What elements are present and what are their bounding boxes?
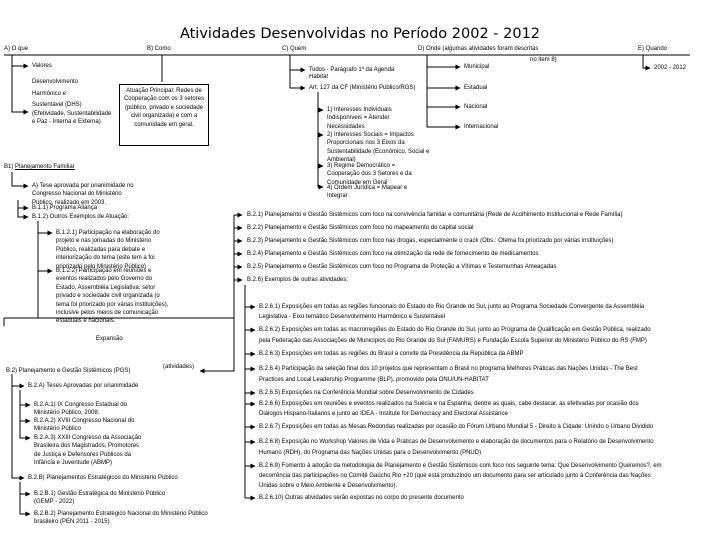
b1-a: A) Tese aprovada por unanimidade no Congresso Nacional do Ministério Público, realizado em 2003. <box>32 183 134 206</box>
b2-2: B.2.2) Planejamento e Gestão Sistêmicos com foco no mapeamento do capital social <box>247 225 474 231</box>
heading-b: B) Como <box>147 46 171 52</box>
b1-title: Planejamento Familiar <box>15 164 75 170</box>
c-interesse-3: 3) Regime Democrático = Cooperação dos 3 Setores e da Comunidade em Geral <box>327 163 412 186</box>
a-dev-2: Harmônico e <box>32 91 67 97</box>
b26-9a: B.2.6.9) Fomento à adoção da metodologia de Planejamento e Gestão Sistêmicos com foco nos seguinte tema: Que Desenvolvimento Queremos?, em <box>259 463 662 469</box>
b1-2: B.1.2) Outros Exemplos de Atuação: <box>32 214 130 220</box>
b2-1: B.2.1) Planejamento e Gestão Sistêmicos com foco na convivência familiar e comunitária (Rede de Acolhimento Institucional e Rede Família) <box>247 212 623 218</box>
heading-d-note: no item 8) <box>530 57 557 63</box>
heading-d: D) Onde (algumas atividades foram descritas <box>418 46 539 52</box>
b1-heading <box>4 163 75 171</box>
c-todos: Todos - Parágrafo 1º da Agenda <box>309 67 395 73</box>
b26-3: B.2.6.3) Exposições em todas as regiões do Brasil a convite da Presidência da República da ABMP <box>259 351 524 357</box>
page-title: Atividades Desenvolvidas no Período 2002 - 2012 <box>179 26 541 42</box>
b26-8a: B.2.6.8) Exposição no Workshop Valores de Vida e Práticas de Desenvolvimento e elaboração de documentos para o Relatório de Desenvolvimento <box>259 439 654 445</box>
c-habitat: Habitat <box>309 74 329 80</box>
d-municipal: Municipal <box>464 64 490 70</box>
b2-5: B.2.5) Planejamento e Gestão Sistêmicos com foco no Programa de Proteção a Vítimas e Testemunhas Ameaçadas <box>247 264 557 270</box>
d-internacional: Internacional <box>464 124 499 130</box>
b26-7: B.2.6.7) Exposições em todas as Mesas Redondas realizadas por ocasião do Fórum Urbano Mundial 5 - Direito à Cidade: Unindo o Urbano Dividido <box>259 424 654 430</box>
b26-9b: decorrência das participações no Comitê Gaúcho Rio +20 (que está produzindo um documento para ser articulado junto à Conferência das Nações <box>259 473 651 479</box>
b26-1a: B.2.6.1) Exposições em todas as regiões funcionais do Estado do Rio Grande do Sul, junto ao Programa Sociedade Convergente da Assembléia <box>259 304 645 310</box>
b1-1: B.1.1) Programa Aliança <box>32 205 98 211</box>
b2-6: B.2.6) Exemplos de outras atividades: <box>247 277 349 283</box>
e-period: 2002 - 2012 <box>654 65 687 71</box>
b2-3: B.2.3) Planejamento e Gestão Sistêmicos com foco nas drogas, especialmente o crack (Obs.: Otema foi priorizado por várias instituições) <box>247 238 614 244</box>
b1-2-1: B.1.2.1) Participação na elaboração do projeto e nas jornadas do Ministério Público, realizadas para debate e interiorização do tema (este tem a foi priorizado pelo Ministério Público) <box>56 230 160 270</box>
b2-a-2: B.2.A.2) XVIII Congresso Nacional do Ministério Público <box>34 418 135 433</box>
a-dev-4: (Efetividade, Sustentabilidade <box>32 111 112 117</box>
atividades-label: (atividades) <box>163 364 195 370</box>
b26-8b: Humano (RDH), do Programa das Nações Unidas para o Desenvolvimento (PNUD) <box>259 450 482 456</box>
b2-a-3: B.2.A.3) XXIII Congresso da Associação Brasileira dos Magistrados, Promotores de Justiça e Defensores Públicos da Infância e Juventude (ABMP) <box>34 435 142 467</box>
b2-a-1: B.2.A.1) IX Congresso Estadual do Ministério Público, 2008. <box>34 402 128 417</box>
b26-10: B.2.6.10) Outras atividades serão expostas no corpo do presente documento <box>259 495 464 501</box>
a-valores: Valores <box>32 63 52 69</box>
b26-6b: Diálogos Hispano-Italianos e junto ao IDEA - Institute for Democracy and Electoral Assistance <box>259 411 508 417</box>
heading-c: C) Quem <box>282 46 307 52</box>
c-art127: Art. 127 da CF (Ministério Público/RGS) <box>309 85 416 91</box>
b2-b: B.2.B) Planejamentos Estratégicos do Ministério Público <box>28 475 178 481</box>
b26-2b: pela Federação das Associações de Municípios do Rio Grande do Sul (FAMURS) e Fundação Escola Superior do Ministério Público do RS (FMP) <box>259 338 647 344</box>
b-main-box: Atuação Principal: Redes de Cooperação com os 3 setores (público, privado e sociedade civil organizada) e com a comunidade em geral. <box>119 84 209 146</box>
expansao-label: Expansão <box>96 336 123 342</box>
a-dev-3: Sustentável (DHS) <box>32 102 82 108</box>
b26-1b: Legislativa - Eixo temático Desenvolvimento Harmônico e Sustentável <box>259 314 446 320</box>
b2-b-2: B.2.B.2) Planejamento Estratégico Nacional do Ministério Público brasileiro (PEN 2011 - 2015) <box>34 511 208 526</box>
b26-2a: B.2.6.2) Exposições em todas as macrorregiões do Estado do Rio Grande do Sul, junto ao Programa de Qualificação em Gestão Pública, realizado <box>259 327 651 333</box>
b1-prefix: B1) <box>4 164 14 170</box>
a-dev-1: Desenvolvimento <box>32 79 79 85</box>
c-interesse-1: 1) Interesses Individuais Indisponíveis = Atender Necessidades <box>327 107 392 130</box>
c-interesse-2: 2) Interesses Sociais = Impactos Proporcionais nos 3 Eixos da Sustentabilidade (Econômico, Social e Ambiental) <box>327 132 430 164</box>
b2-4: B.2.4) Planejamento e Gestão Sistêmicos com foco na otimização da rede de fornecimento de medicamentos <box>247 251 539 257</box>
b26-4a: B.2.6.4) Participação da seleção final dos 10 projetos que representam o Brasil no programa Melhores Práticas das Nações Unidas - The Best <box>259 366 638 372</box>
b1-2-2: B.1.2.2) Participação em reuniões e eventos realizados pelo Governo do Estado, Assembléia Legislativa, setor privado e sociedade civil organizada (o tema foi priorizado por várias instituições), inclusive pelos meios de comunicação estaduais e nacionais. <box>56 268 169 325</box>
c-interesse-4: 4) Ordem Jurídica = Mapear e Integrar <box>327 185 408 200</box>
heading-a: A) O que <box>4 46 29 52</box>
heading-e: E) Quando <box>638 46 668 52</box>
b26-9c: Unidas sobre o Meio Ambiente e Desenvolvimento). <box>259 483 398 489</box>
d-estadual: Estadual <box>464 85 488 91</box>
b26-5: B.2.6.5) Exposições na Conferência Mundial sobre Desenvolvimento de Cidades <box>259 390 474 396</box>
a-dev-5: e Paz - Interna e Externa) <box>32 119 101 125</box>
b2-a: B.2.A) Teses Aprovadas por unanimidade <box>28 383 139 389</box>
b26-6a: B.2.6.6) Exposições em reuniões e eventos realizados na Suécia e na Espanha, dentre as quais, cabe destacar, as efetivadas por ocasião dos <box>259 401 639 407</box>
b2-heading: B.2) Planejamento e Gestão Sistêmicos (PGS) <box>6 368 131 374</box>
b2-b-1: B.2.B.1) Gestão Estratégica do Ministério Público (GEMP - 2022) <box>34 491 166 506</box>
d-nacional: Nacional <box>464 104 488 110</box>
b26-4b: Practices and Local Leadership Programme (BLP), promovido pela ONU/UN-HABITAT <box>259 377 489 383</box>
